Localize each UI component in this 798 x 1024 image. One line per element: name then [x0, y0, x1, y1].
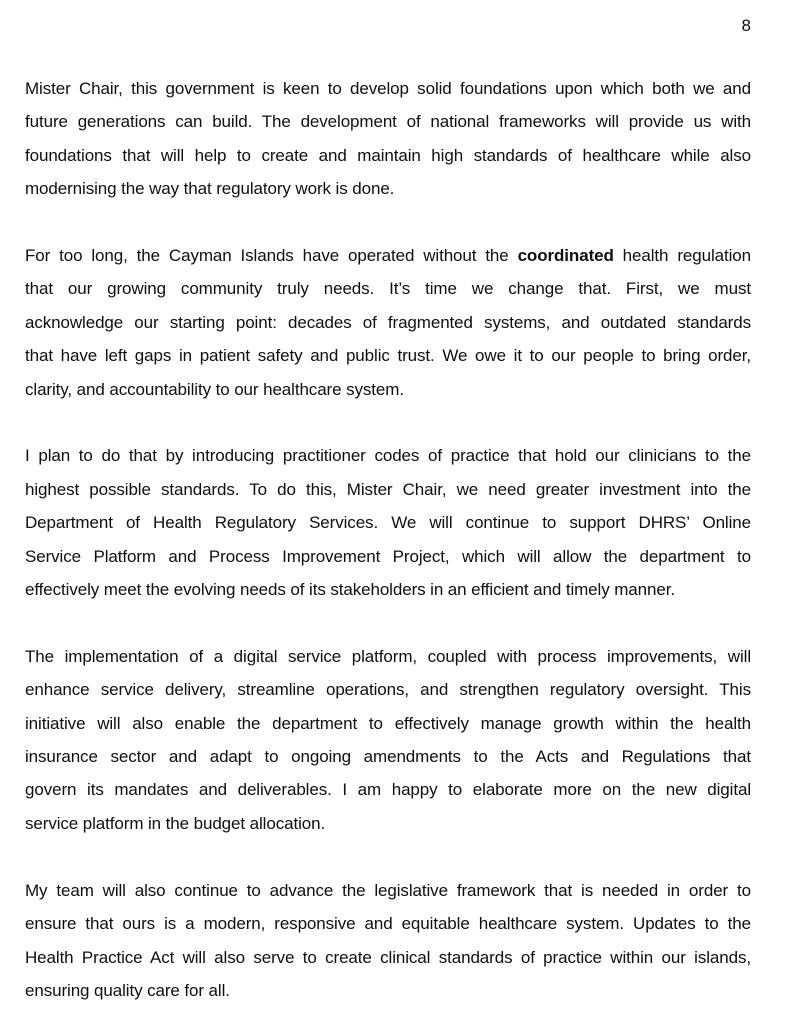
text-line: [25, 439, 751, 472]
paragraph: [25, 72, 751, 206]
text-segment: initiative will also enable the department to effectively manage growth within the health: [25, 713, 751, 733]
text-segment: highest possible standards. To do this, Mister Chair, we need greater investment into the: [25, 479, 751, 499]
text-line: [25, 373, 751, 406]
text-segment: that our growing community truly needs. It’s time we change that. First, we must: [25, 279, 751, 299]
text-segment: Health Practice Act will also serve to create clinical standards of practice within our islands,: [25, 947, 751, 967]
text-segment: Mister Chair, this government is keen to develop solid foundations upon which both we and: [25, 79, 751, 98]
paragraph: [25, 874, 751, 1008]
text-segment: clarity, and accountability to our healthcare system.: [25, 379, 404, 399]
text-line: [25, 907, 751, 940]
text-line: [25, 339, 751, 372]
text-line: [25, 740, 751, 773]
text-line: [25, 239, 751, 272]
text-line: [25, 506, 751, 539]
text-line: [25, 673, 751, 706]
text-segment: effectively meet the evolving needs of its stakeholders in an efficient and timely manner.: [25, 580, 675, 600]
text-line: [25, 540, 751, 573]
paragraph: [25, 239, 751, 406]
text-segment: foundations that will help to create and maintain high standards of healthcare while also: [25, 145, 751, 165]
text-line: [25, 473, 751, 506]
text-line: [25, 272, 751, 305]
text-segment: Department of Health Regulatory Services. We will continue to support DHRS’ Online: [25, 513, 751, 533]
text-segment: ensure that ours is a modern, responsive and equitable healthcare system. Updates to the: [25, 914, 751, 934]
text-line: [25, 773, 751, 806]
paragraph: [25, 640, 751, 840]
bold-text-segment: coordinated: [517, 246, 614, 266]
text-segment: acknowledge our starting point: decades of fragmented systems, and outdated standards: [25, 312, 751, 332]
text-line: [25, 573, 751, 606]
text-line: [25, 139, 751, 172]
text-line: [25, 306, 751, 339]
text-line: [25, 105, 751, 138]
text-segment: enhance service delivery, streamline operations, and strengthen regulatory oversight. This: [25, 680, 751, 700]
text-segment: I plan to do that by introducing practitioner codes of practice that hold our clinicians to the: [25, 446, 751, 466]
text-segment: ensuring quality care for all.: [25, 980, 230, 1000]
text-line: [25, 974, 751, 1007]
text-segment: The implementation of a digital service platform, coupled with process improvements, will: [25, 646, 751, 666]
text-segment: My team will also continue to advance the legislative framework that is needed in order to: [25, 880, 751, 900]
text-line: [25, 707, 751, 740]
page-number: 8: [741, 16, 751, 35]
text-segment: govern its mandates and deliverables. I am happy to elaborate more on the new digital: [25, 780, 751, 800]
text-segment: insurance sector and adapt to ongoing amendments to the Acts and Regulations that: [25, 747, 751, 767]
text-line: [25, 874, 751, 907]
text-line: [25, 807, 751, 840]
text-segment: future generations can build. The development of national frameworks will provide us with: [25, 112, 751, 132]
text-line: [25, 72, 751, 105]
document-body: [25, 72, 751, 1007]
text-line: [25, 640, 751, 673]
paragraph: [25, 439, 751, 606]
text-segment: modernising the way that regulatory work is done.: [25, 179, 395, 199]
text-segment: service platform in the budget allocation.: [25, 813, 326, 833]
text-segment: For too long, the Cayman Islands have operated without the: [25, 246, 518, 266]
text-line: [25, 172, 751, 205]
text-line: [25, 941, 751, 974]
text-segment: health regulation: [613, 246, 751, 266]
text-segment: that have left gaps in patient safety and public trust. We owe it to our people to bring order,: [25, 346, 751, 366]
text-segment: Service Platform and Process Improvement Project, which will allow the department to: [25, 546, 751, 566]
